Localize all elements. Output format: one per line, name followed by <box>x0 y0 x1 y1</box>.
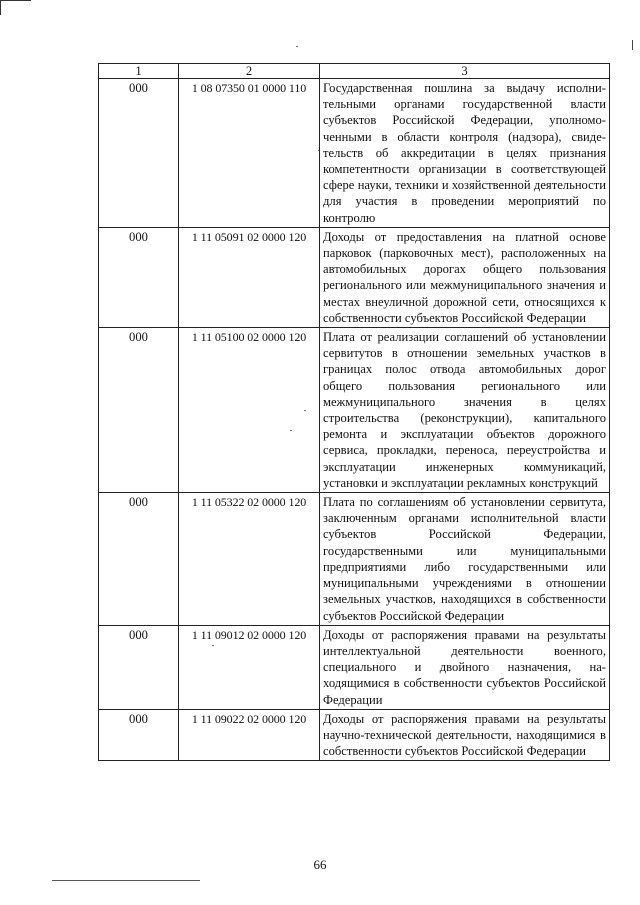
admin-code-cell: 000 <box>99 709 179 761</box>
scan-corner-mark <box>0 0 31 15</box>
kbk-code-cell: 1 11 05100 02 0000 120 <box>179 328 320 493</box>
description-cell: Доходы от предоставления на платной основе парковок (парковочных мест), расположенных на автомобильных дорогах общего пользования регионального или межмуниципального значения и местах внеуличной дорожной сети, относящихся к собственности субъектов Российской Федерации <box>320 227 610 327</box>
kbk-code-cell: 1 08 07350 01 0000 110 <box>179 79 320 228</box>
page-number: 66 <box>313 857 327 872</box>
admin-code-cell: 000 <box>99 227 179 327</box>
admin-code-cell: 000 <box>99 79 179 228</box>
footnote-rule <box>52 880 200 881</box>
admin-code-cell: 000 <box>99 328 179 493</box>
table-row <box>99 328 610 493</box>
scan-speck <box>296 46 298 47</box>
description-cell: Доходы от распоряжения правами на результаты интеллектуальной деятельности военного, специального и двойного назначения, находящимися в собственности субъектов Российской Федерации <box>320 625 610 709</box>
table-row <box>99 493 610 626</box>
column-header-3: 3 <box>320 64 610 79</box>
revenue-codes-table <box>98 63 610 761</box>
column-header-2: 2 <box>179 64 320 79</box>
table-header-row <box>99 64 610 79</box>
description-cell: Плата по соглашениям об установлении сервитута, заключенным органами исполнительной власти субъектов Российской Федерации, государственными или муниципальными предприятиями либо государственными или муниципальными учреждениями в отношении земельных участков, находящихся в собственности субъектов Российской Федерации <box>320 493 610 626</box>
admin-code-cell: 000 <box>99 493 179 626</box>
kbk-code-cell: 1 11 09012 02 0000 120 <box>179 625 320 709</box>
column-header-1: 1 <box>99 64 179 79</box>
description-cell: Плата от реализации соглашений об установлении сервитутов в отношении земельных участков в границах полос отвода автомобильных дорог общего пользования регионального или межмуниципального значения в целях строительства (реконструкции), капитального ремонта и эксплуатации объектов дорожного сервиса, прокладки, переноса, переустройства и эксплуатации инженерных коммуникаций, установки и эксплуатации рекламных конструкций <box>320 328 610 493</box>
admin-code-cell: 000 <box>99 625 179 709</box>
table-row <box>99 625 610 709</box>
description-cell: Государственная пошлина за выдачу исполнительными органами государственной власти субъектов Российской Федерации, уполномоченными в области контроля (надзора), свидетельств об аккредитации в целях признания компетентности организации в соответствующей сфере науки, техники и хозяйственной деятельности для участия в проведении мероприятий по контролю <box>320 79 610 228</box>
table-row <box>99 227 610 327</box>
kbk-code-cell: 1 11 05322 02 0000 120 <box>179 493 320 626</box>
table-row <box>99 709 610 761</box>
scan-edge-tick <box>632 40 633 50</box>
description-cell: Доходы от распоряжения правами на результаты научно-технической деятельности, находящимися в собственности субъектов Российской Федерации <box>320 709 610 761</box>
table-row <box>99 79 610 228</box>
kbk-code-cell: 1 11 05091 02 0000 120 <box>179 227 320 327</box>
kbk-code-cell: 1 11 09022 02 0000 120 <box>179 709 320 761</box>
